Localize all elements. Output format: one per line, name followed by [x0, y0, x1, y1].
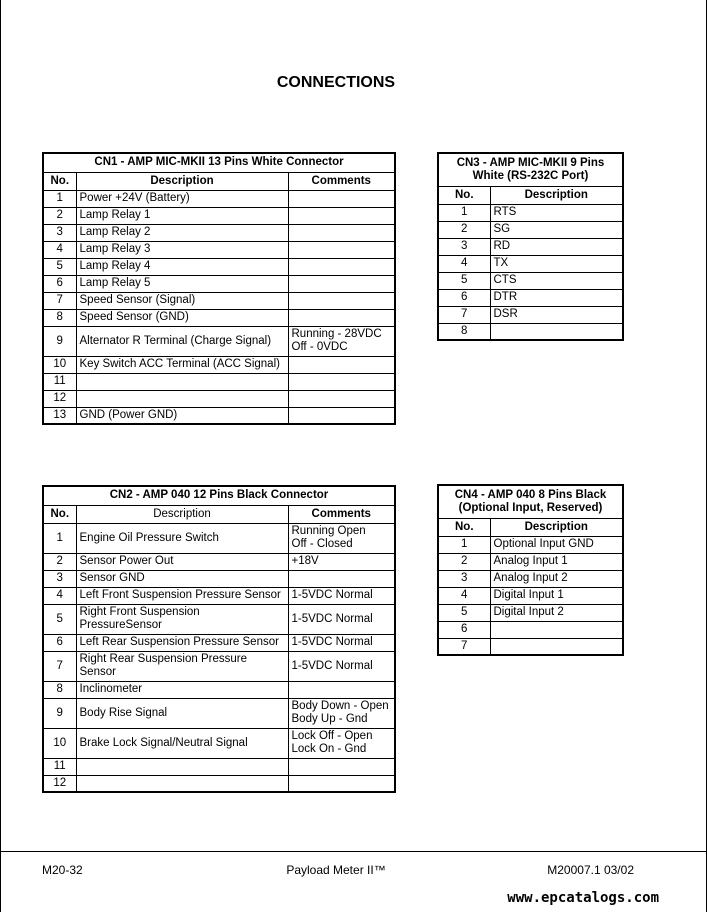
cn1-cell-description: Lamp Relay 4 — [76, 258, 288, 275]
cn3-cell-description: RTS — [490, 204, 623, 221]
cn2-cell-comments: Running Open Off - Closed — [288, 523, 395, 553]
table-row — [438, 553, 623, 570]
cn2-cell-description: Sensor GND — [76, 570, 288, 587]
cn4-cell-no: 2 — [438, 553, 490, 570]
table-row — [438, 221, 623, 238]
table-row — [438, 604, 623, 621]
cn1-header-no: No. — [43, 172, 76, 190]
cn3-cell-no: 4 — [438, 255, 490, 272]
cn1-cell-comments — [288, 373, 395, 390]
cn2-cell-comments — [288, 775, 395, 792]
cn3-cell-description: DSR — [490, 306, 623, 323]
cn3-cell-no: 8 — [438, 323, 490, 340]
cn4-header-no: No. — [438, 518, 490, 536]
cn1-cell-no: 13 — [43, 407, 76, 424]
cn2-cell-comments: 1-5VDC Normal — [288, 651, 395, 681]
cn1-cell-description: Speed Sensor (GND) — [76, 309, 288, 326]
cn1-table — [42, 152, 396, 425]
cn4-cell-no: 3 — [438, 570, 490, 587]
table-row — [438, 204, 623, 221]
cn1-cell-comments — [288, 275, 395, 292]
table-row — [43, 570, 395, 587]
cn1-cell-no: 8 — [43, 309, 76, 326]
cn2-cell-no: 8 — [43, 681, 76, 698]
cn1-cell-comments — [288, 241, 395, 258]
cn2-header-description: Description — [76, 505, 288, 523]
cn1-cell-description — [76, 390, 288, 407]
cn1-cell-description: Lamp Relay 2 — [76, 224, 288, 241]
cn1-header-comments: Comments — [288, 172, 395, 190]
cn1-cell-no: 3 — [43, 224, 76, 241]
cn4-cell-description — [490, 638, 623, 655]
cn4-cell-description — [490, 621, 623, 638]
cn2-cell-no: 12 — [43, 775, 76, 792]
cn4-caption: CN4 - AMP 040 8 Pins Black (Optional Input, Reserved) — [438, 485, 623, 518]
table-row — [438, 238, 623, 255]
cn4-cell-description: Digital Input 1 — [490, 587, 623, 604]
cn3-cell-no: 6 — [438, 289, 490, 306]
cn2-cell-comments — [288, 758, 395, 775]
cn3-caption: CN3 - AMP MIC-MKII 9 Pins White (RS-232C Port) — [438, 153, 623, 186]
cn1-body — [43, 190, 395, 424]
cn2-cell-description — [76, 758, 288, 775]
table-row — [43, 407, 395, 424]
table-row — [43, 258, 395, 275]
cn3-cell-description: DTR — [490, 289, 623, 306]
cn3-header-no: No. — [438, 186, 490, 204]
cn4-table — [437, 484, 624, 656]
table-row — [43, 326, 395, 356]
cn4-cell-no: 4 — [438, 587, 490, 604]
cn2-cell-description: Right Front Suspension PressureSensor — [76, 604, 288, 634]
cn2-cell-comments: 1-5VDC Normal — [288, 634, 395, 651]
cn1-cell-comments — [288, 224, 395, 241]
cn2-cell-no: 1 — [43, 523, 76, 553]
cn2-cell-no: 6 — [43, 634, 76, 651]
cn3-cell-description: CTS — [490, 272, 623, 289]
cn4-cell-no: 7 — [438, 638, 490, 655]
footer-rule — [0, 851, 706, 852]
cn3-body — [438, 204, 623, 340]
table-row — [438, 621, 623, 638]
cn4-header-description: Description — [490, 518, 623, 536]
cn1-cell-no: 5 — [43, 258, 76, 275]
cn2-cell-comments: 1-5VDC Normal — [288, 587, 395, 604]
table-row — [438, 272, 623, 289]
cn3-cell-description: TX — [490, 255, 623, 272]
cn1-cell-comments — [288, 407, 395, 424]
page-title: CONNECTIONS — [276, 74, 396, 91]
table-row — [43, 681, 395, 698]
table-row — [43, 698, 395, 728]
cn1-cell-no: 10 — [43, 356, 76, 373]
table-row — [43, 373, 395, 390]
table-row — [43, 775, 395, 792]
cn1-cell-description — [76, 373, 288, 390]
table-row — [43, 190, 395, 207]
table-row — [438, 289, 623, 306]
cn1-cell-comments — [288, 356, 395, 373]
cn2-cell-no: 7 — [43, 651, 76, 681]
cn2-cell-no: 5 — [43, 604, 76, 634]
cn3-header-description: Description — [490, 186, 623, 204]
cn2-cell-no: 3 — [43, 570, 76, 587]
table-row — [438, 638, 623, 655]
cn1-cell-description: Alternator R Terminal (Charge Signal) — [76, 326, 288, 356]
cn1-cell-description: Lamp Relay 3 — [76, 241, 288, 258]
table-row — [43, 292, 395, 309]
cn2-header-comments: Comments — [288, 505, 395, 523]
cn1-cell-no: 2 — [43, 207, 76, 224]
cn2-cell-no: 2 — [43, 553, 76, 570]
table-row — [438, 570, 623, 587]
table-row — [438, 323, 623, 340]
cn1-cell-comments — [288, 390, 395, 407]
table-row — [43, 604, 395, 634]
cn1-cell-description: Lamp Relay 1 — [76, 207, 288, 224]
cn1-cell-no: 7 — [43, 292, 76, 309]
table-row — [43, 224, 395, 241]
cn1-cell-description: Speed Sensor (Signal) — [76, 292, 288, 309]
cn2-header-no: No. — [43, 505, 76, 523]
watermark: www.epcatalogs.com — [507, 890, 659, 906]
cn1-cell-description: GND (Power GND) — [76, 407, 288, 424]
cn2-caption: CN2 - AMP 040 12 Pins Black Connector — [43, 486, 395, 505]
table-row — [43, 651, 395, 681]
table-row — [438, 587, 623, 604]
cn1-cell-comments — [288, 207, 395, 224]
cn2-cell-description: Engine Oil Pressure Switch — [76, 523, 288, 553]
cn3-cell-no: 2 — [438, 221, 490, 238]
cn1-cell-comments — [288, 190, 395, 207]
cn1-cell-no: 11 — [43, 373, 76, 390]
table-row — [43, 390, 395, 407]
cn3-cell-description: RD — [490, 238, 623, 255]
cn3-cell-no: 3 — [438, 238, 490, 255]
cn4-cell-description: Optional Input GND — [490, 536, 623, 553]
cn1-cell-comments — [288, 292, 395, 309]
table-row — [43, 241, 395, 258]
cn2-cell-no: 10 — [43, 728, 76, 758]
table-row — [438, 255, 623, 272]
cn4-body — [438, 536, 623, 655]
table-row — [43, 356, 395, 373]
table-row — [438, 306, 623, 323]
table-row — [43, 207, 395, 224]
cn4-cell-description: Analog Input 2 — [490, 570, 623, 587]
cn2-cell-description: Left Rear Suspension Pressure Sensor — [76, 634, 288, 651]
cn1-cell-description: Lamp Relay 5 — [76, 275, 288, 292]
table-row — [43, 275, 395, 292]
cn2-cell-description — [76, 775, 288, 792]
cn2-cell-description: Right Rear Suspension Pressure Sensor — [76, 651, 288, 681]
cn1-cell-comments: Running - 28VDC Off - 0VDC — [288, 326, 395, 356]
cn2-cell-no: 11 — [43, 758, 76, 775]
footer-center: Payload Meter II™ — [286, 863, 386, 877]
cn2-body — [43, 523, 395, 792]
cn1-cell-no: 6 — [43, 275, 76, 292]
cn4-cell-no: 6 — [438, 621, 490, 638]
cn2-cell-comments — [288, 570, 395, 587]
cn2-cell-description: Sensor Power Out — [76, 553, 288, 570]
cn4-cell-no: 5 — [438, 604, 490, 621]
cn2-cell-no: 9 — [43, 698, 76, 728]
table-row — [43, 587, 395, 604]
cn3-cell-no: 1 — [438, 204, 490, 221]
cn1-cell-description: Power +24V (Battery) — [76, 190, 288, 207]
cn1-cell-description: Key Switch ACC Terminal (ACC Signal) — [76, 356, 288, 373]
cn2-cell-description: Body Rise Signal — [76, 698, 288, 728]
cn3-cell-description — [490, 323, 623, 340]
cn2-table — [42, 485, 396, 793]
table-row — [43, 758, 395, 775]
cn4-cell-no: 1 — [438, 536, 490, 553]
cn3-cell-no: 5 — [438, 272, 490, 289]
cn1-cell-comments — [288, 258, 395, 275]
cn1-cell-no: 1 — [43, 190, 76, 207]
cn2-cell-description: Inclinometer — [76, 681, 288, 698]
table-row — [43, 523, 395, 553]
cn1-caption: CN1 - AMP MIC-MKII 13 Pins White Connector — [43, 153, 395, 172]
cn2-cell-description: Left Front Suspension Pressure Sensor — [76, 587, 288, 604]
cn1-header-description: Description — [76, 172, 288, 190]
table-row — [438, 536, 623, 553]
cn2-cell-description: Brake Lock Signal/Neutral Signal — [76, 728, 288, 758]
table-row — [43, 309, 395, 326]
cn2-cell-comments: +18V — [288, 553, 395, 570]
table-row — [43, 553, 395, 570]
cn3-cell-no: 7 — [438, 306, 490, 323]
cn2-cell-comments: Body Down - Open Body Up - Gnd — [288, 698, 395, 728]
footer-right: M20007.1 03/02 — [547, 863, 634, 877]
footer-left: M20-32 — [42, 863, 83, 877]
cn4-cell-description: Analog Input 1 — [490, 553, 623, 570]
table-row — [43, 634, 395, 651]
cn4-cell-description: Digital Input 2 — [490, 604, 623, 621]
cn2-cell-no: 4 — [43, 587, 76, 604]
cn3-table — [437, 152, 624, 341]
cn2-cell-comments — [288, 681, 395, 698]
cn2-cell-comments: 1-5VDC Normal — [288, 604, 395, 634]
cn1-cell-no: 12 — [43, 390, 76, 407]
cn3-cell-description: SG — [490, 221, 623, 238]
cn2-cell-comments: Lock Off - Open Lock On - Gnd — [288, 728, 395, 758]
cn1-cell-comments — [288, 309, 395, 326]
cn1-cell-no: 9 — [43, 326, 76, 356]
table-row — [43, 728, 395, 758]
cn1-cell-no: 4 — [43, 241, 76, 258]
